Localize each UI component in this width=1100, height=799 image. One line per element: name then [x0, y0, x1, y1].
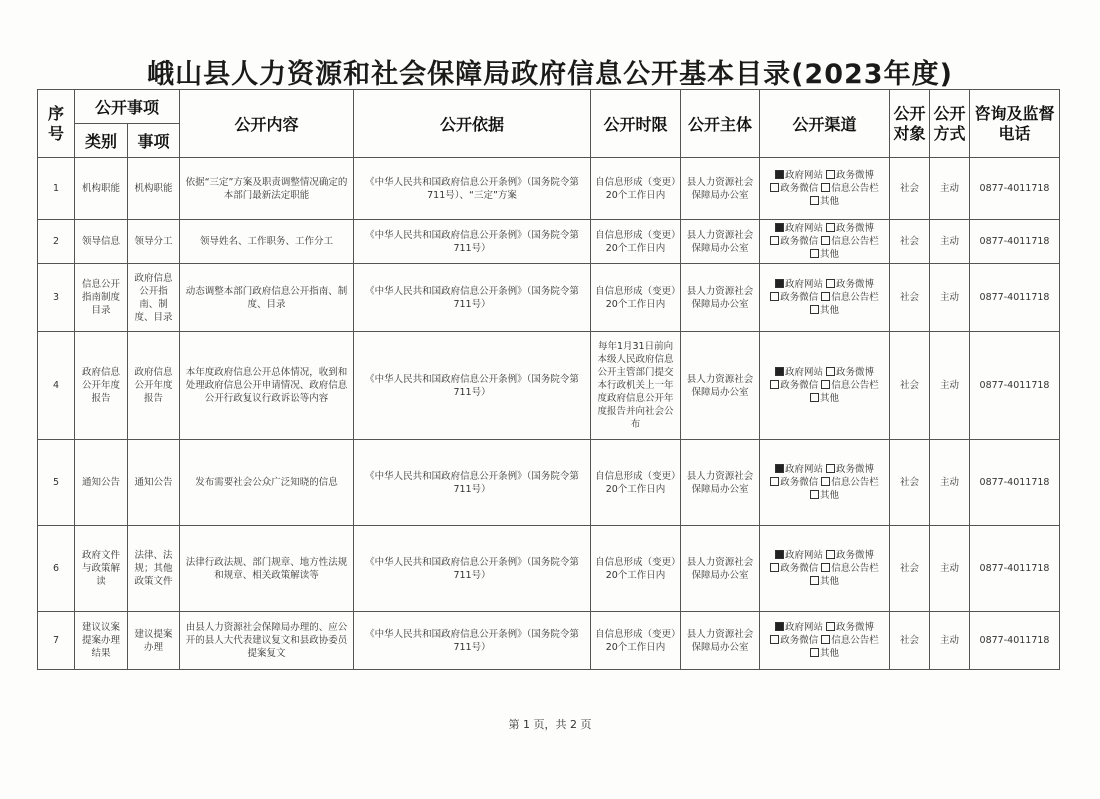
row-channel	[760, 158, 890, 220]
row-category: 建议议案提案办理结果	[75, 612, 128, 670]
header-channel: 公开渠道	[760, 90, 890, 158]
row-item: 通知公告	[128, 440, 180, 526]
unchecked-box-icon	[770, 380, 779, 389]
channel-weibo: 政务微博	[826, 621, 874, 634]
row-content: 法律行政法规、部门规章、地方性法规和规章、相关政策解读等	[180, 526, 354, 612]
channel-wechat: 政务微信	[770, 291, 818, 304]
channel-other: 其他	[810, 489, 839, 502]
unchecked-box-icon	[810, 490, 819, 499]
row-target: 社会	[890, 158, 930, 220]
unchecked-box-icon	[821, 563, 830, 572]
row-time-limit: 自信息形成（变更）20个工作日内	[591, 526, 681, 612]
row-method: 主动	[930, 612, 970, 670]
row-content: 由县人力资源社会保障局办理的、应公开的县人大代表建议复文和县政协委员提案复文	[180, 612, 354, 670]
row-seq: 2	[38, 220, 75, 264]
row-target: 社会	[890, 526, 930, 612]
unchecked-box-icon	[770, 477, 779, 486]
unchecked-box-icon	[810, 196, 819, 205]
row-basis: 《中华人民共和国政府信息公开条例》（国务院令第711号）、“三定”方案	[354, 158, 591, 220]
checked-box-icon	[775, 550, 784, 559]
row-category: 信息公开指南制度目录	[75, 264, 128, 332]
unchecked-box-icon	[821, 236, 830, 245]
row-time-limit: 自信息形成（变更）20个工作日内	[591, 220, 681, 264]
row-item: 机构职能	[128, 158, 180, 220]
channel-wechat: 政务微信	[770, 182, 818, 195]
channel-bulletin: 信息公告栏	[821, 182, 879, 195]
row-method: 主动	[930, 264, 970, 332]
channel-wechat: 政务微信	[770, 476, 818, 489]
header-basis: 公开依据	[354, 90, 591, 158]
unchecked-box-icon	[821, 477, 830, 486]
row-subject: 县人力资源社会保障局办公室	[681, 440, 760, 526]
channel-bulletin: 信息公告栏	[821, 562, 879, 575]
row-method: 主动	[930, 526, 970, 612]
unchecked-box-icon	[770, 183, 779, 192]
row-phone: 0877-4011718	[970, 440, 1060, 526]
row-channel	[760, 440, 890, 526]
row-basis: 《中华人民共和国政府信息公开条例》（国务院令第711号）	[354, 440, 591, 526]
row-seq: 3	[38, 264, 75, 332]
row-phone: 0877-4011718	[970, 526, 1060, 612]
directory-table	[37, 89, 1060, 670]
checked-box-icon	[775, 622, 784, 631]
header-content: 公开内容	[180, 90, 354, 158]
row-channel	[760, 264, 890, 332]
channel-website: 政府网站	[775, 278, 823, 291]
row-time-limit: 自信息形成（变更）20个工作日内	[591, 158, 681, 220]
row-phone: 0877-4011718	[970, 158, 1060, 220]
header-phone: 咨询及监督电话	[970, 90, 1060, 158]
row-subject: 县人力资源社会保障局办公室	[681, 612, 760, 670]
row-category: 领导信息	[75, 220, 128, 264]
row-phone: 0877-4011718	[970, 264, 1060, 332]
row-basis: 《中华人民共和国政府信息公开条例》（国务院令第711号）	[354, 220, 591, 264]
header-time-limit: 公开时限	[591, 90, 681, 158]
page-footer: 第 1 页，共 2 页	[508, 718, 592, 731]
channel-other: 其他	[810, 304, 839, 317]
channel-website: 政府网站	[775, 621, 823, 634]
row-target: 社会	[890, 220, 930, 264]
checked-box-icon	[775, 367, 784, 376]
row-time-limit: 自信息形成（变更）20个工作日内	[591, 440, 681, 526]
row-time-limit: 自信息形成（变更）20个工作日内	[591, 264, 681, 332]
unchecked-box-icon	[821, 292, 830, 301]
channel-weibo: 政务微博	[826, 549, 874, 562]
channel-bulletin: 信息公告栏	[821, 291, 879, 304]
channel-other: 其他	[810, 392, 839, 405]
row-item: 领导分工	[128, 220, 180, 264]
row-time-limit: 每年1月31日前向本级人民政府信息公开主管部门提交本行政机关上一年度政府信息公开年度报告并向社会公布	[591, 332, 681, 440]
row-phone: 0877-4011718	[970, 612, 1060, 670]
row-category: 通知公告	[75, 440, 128, 526]
unchecked-box-icon	[821, 183, 830, 192]
channel-wechat: 政务微信	[770, 379, 818, 392]
channel-weibo: 政务微博	[826, 463, 874, 476]
table-row	[38, 332, 1060, 440]
header-category: 类别	[75, 124, 128, 158]
channel-weibo: 政务微博	[826, 366, 874, 379]
row-basis: 《中华人民共和国政府信息公开条例》（国务院令第711号）	[354, 264, 591, 332]
unchecked-box-icon	[826, 279, 835, 288]
row-seq: 1	[38, 158, 75, 220]
row-seq: 6	[38, 526, 75, 612]
row-subject: 县人力资源社会保障局办公室	[681, 220, 760, 264]
unchecked-box-icon	[826, 550, 835, 559]
table-row	[38, 526, 1060, 612]
row-seq: 5	[38, 440, 75, 526]
row-channel	[760, 612, 890, 670]
row-method: 主动	[930, 220, 970, 264]
header-subject: 公开主体	[681, 90, 760, 158]
channel-weibo: 政务微博	[826, 278, 874, 291]
checked-box-icon	[775, 170, 784, 179]
unchecked-box-icon	[810, 249, 819, 258]
row-channel	[760, 220, 890, 264]
row-target: 社会	[890, 332, 930, 440]
header-method: 公开方式	[930, 90, 970, 158]
header-item: 事项	[128, 124, 180, 158]
unchecked-box-icon	[826, 367, 835, 376]
channel-wechat: 政务微信	[770, 235, 818, 248]
unchecked-box-icon	[770, 292, 779, 301]
channel-bulletin: 信息公告栏	[821, 476, 879, 489]
channel-website: 政府网站	[775, 222, 823, 235]
unchecked-box-icon	[810, 648, 819, 657]
channel-wechat: 政务微信	[770, 634, 818, 647]
checked-box-icon	[775, 223, 784, 232]
row-content: 动态调整本部门政府信息公开指南、制度、目录	[180, 264, 354, 332]
unchecked-box-icon	[821, 635, 830, 644]
table-row	[38, 220, 1060, 264]
unchecked-box-icon	[810, 305, 819, 314]
table-row	[38, 612, 1060, 670]
unchecked-box-icon	[770, 236, 779, 245]
row-item: 政府信息公开指南、制度、目录	[128, 264, 180, 332]
channel-weibo: 政务微博	[826, 169, 874, 182]
channel-bulletin: 信息公告栏	[821, 634, 879, 647]
row-item: 法律、法规；其他政策文件	[128, 526, 180, 612]
row-method: 主动	[930, 332, 970, 440]
row-phone: 0877-4011718	[970, 220, 1060, 264]
channel-website: 政府网站	[775, 549, 823, 562]
channel-other: 其他	[810, 647, 839, 660]
row-subject: 县人力资源社会保障局办公室	[681, 158, 760, 220]
row-basis: 《中华人民共和国政府信息公开条例》（国务院令第711号）	[354, 612, 591, 670]
unchecked-box-icon	[826, 170, 835, 179]
row-target: 社会	[890, 264, 930, 332]
channel-website: 政府网站	[775, 366, 823, 379]
row-category: 机构职能	[75, 158, 128, 220]
channel-website: 政府网站	[775, 169, 823, 182]
header-seq: 序号	[38, 90, 75, 158]
unchecked-box-icon	[810, 393, 819, 402]
table-row	[38, 264, 1060, 332]
row-method: 主动	[930, 440, 970, 526]
row-method: 主动	[930, 158, 970, 220]
row-content: 发布需要社会公众广泛知晓的信息	[180, 440, 354, 526]
channel-website: 政府网站	[775, 463, 823, 476]
row-seq: 7	[38, 612, 75, 670]
header-target: 公开对象	[890, 90, 930, 158]
unchecked-box-icon	[821, 380, 830, 389]
row-target: 社会	[890, 612, 930, 670]
channel-other: 其他	[810, 248, 839, 261]
row-category: 政府信息公开年度报告	[75, 332, 128, 440]
row-subject: 县人力资源社会保障局办公室	[681, 264, 760, 332]
row-seq: 4	[38, 332, 75, 440]
unchecked-box-icon	[770, 635, 779, 644]
row-subject: 县人力资源社会保障局办公室	[681, 526, 760, 612]
row-time-limit: 自信息形成（变更）20个工作日内	[591, 612, 681, 670]
row-content: 领导姓名、工作职务、工作分工	[180, 220, 354, 264]
row-item: 建议提案办理	[128, 612, 180, 670]
channel-bulletin: 信息公告栏	[821, 379, 879, 392]
row-category: 政府文件与政策解读	[75, 526, 128, 612]
unchecked-box-icon	[826, 223, 835, 232]
row-channel	[760, 526, 890, 612]
table-row	[38, 158, 1060, 220]
channel-other: 其他	[810, 575, 839, 588]
row-phone: 0877-4011718	[970, 332, 1060, 440]
row-subject: 县人力资源社会保障局办公室	[681, 332, 760, 440]
header-items-group: 公开事项	[75, 90, 180, 124]
row-channel	[760, 332, 890, 440]
row-content: 依据“三定”方案及职责调整情况确定的本部门最新法定职能	[180, 158, 354, 220]
channel-other: 其他	[810, 195, 839, 208]
row-target: 社会	[890, 440, 930, 526]
row-basis: 《中华人民共和国政府信息公开条例》（国务院令第711号）	[354, 332, 591, 440]
row-content: 本年度政府信息公开总体情况，收到和处理政府信息公开申请情况、政府信息公开行政复议行政诉讼等内容	[180, 332, 354, 440]
channel-wechat: 政务微信	[770, 562, 818, 575]
table-row	[38, 440, 1060, 526]
page-title: 峨山县人力资源和社会保障局政府信息公开基本目录(2023年度)	[147, 59, 953, 90]
row-basis: 《中华人民共和国政府信息公开条例》（国务院令第711号）	[354, 526, 591, 612]
channel-bulletin: 信息公告栏	[821, 235, 879, 248]
channel-weibo: 政务微博	[826, 222, 874, 235]
unchecked-box-icon	[810, 576, 819, 585]
checked-box-icon	[775, 464, 784, 473]
unchecked-box-icon	[826, 464, 835, 473]
checked-box-icon	[775, 279, 784, 288]
unchecked-box-icon	[826, 622, 835, 631]
unchecked-box-icon	[770, 563, 779, 572]
row-item: 政府信息公开年度报告	[128, 332, 180, 440]
